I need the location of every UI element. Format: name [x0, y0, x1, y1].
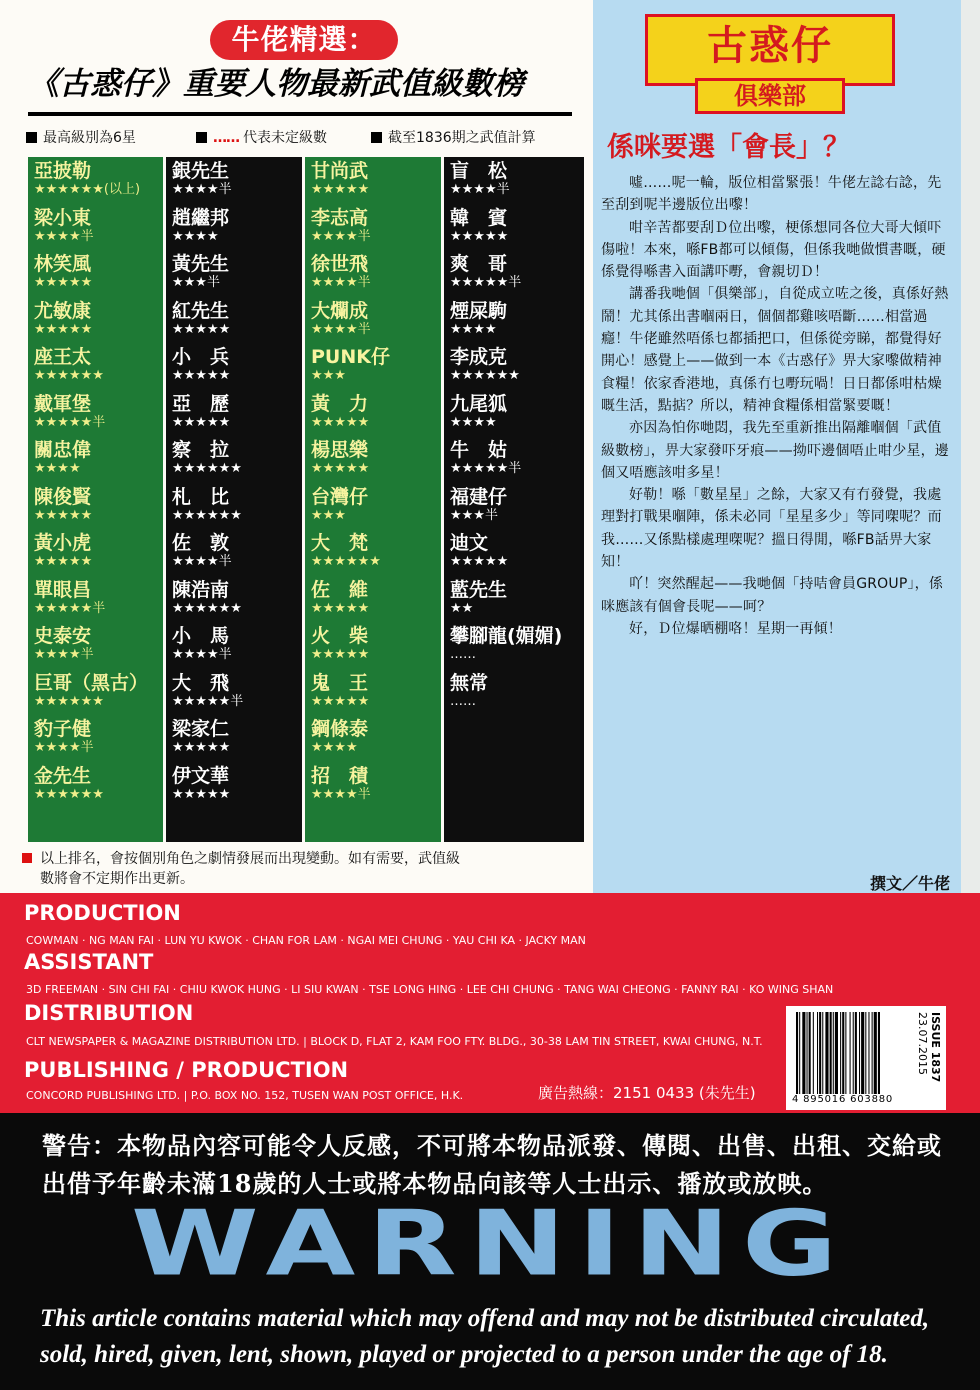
character-name: 佐 維 [311, 578, 369, 601]
warning-section [0, 1113, 980, 1390]
character-name: 伊文華 [172, 764, 230, 787]
ranking-entry [34, 345, 163, 391]
star-rating: ★★★★★ [34, 507, 93, 523]
star-rating: ★★★★ [450, 414, 497, 430]
publishing-heading: PUBLISHING / PRODUCTION [24, 1058, 349, 1082]
ranking-entry [172, 206, 302, 252]
character-name: 大 飛 [172, 671, 230, 694]
character-name: 黃 力 [311, 392, 369, 415]
ranking-entry [34, 624, 163, 670]
barcode-digits: 4 895016 603880 [792, 1094, 894, 1105]
character-name: 尤敏康 [34, 299, 92, 322]
star-rating: ★★★★★ [311, 600, 370, 616]
star-rating: ★★★★★★ [34, 368, 104, 383]
distribution-details: CLT NEWSPAPER & MAGAZINE DISTRIBUTION LTD. | BLOCK D, FLAT 2, KAM FOO FTY. BLDG., 30-38 LAM TIN STREET, KWAI CHUNG, N.T. [26, 1035, 763, 1048]
star-rating: ★★★★★ [450, 554, 509, 569]
ranking-column-1 [28, 157, 163, 842]
character-name: 韓 賓 [450, 206, 508, 229]
article-author: 撰文／牛佬 [869, 874, 950, 893]
legend-item-cutoff: 截至1836期之武值計算 [371, 126, 536, 150]
character-name: 煙屎駒 [450, 299, 508, 322]
character-name: 陳俊賢 [34, 485, 92, 508]
star-rating: ★★★★★ [311, 414, 370, 430]
character-name: 楊思樂 [311, 439, 369, 461]
ranking-column-3 [305, 157, 441, 842]
barcode-box [786, 1006, 946, 1110]
star-rating: ★★★★★半 [450, 461, 522, 476]
article-paragraph: 講番我哋個「俱樂部」，自從成立咗之後，真係好熱鬧！尤其係出書嗰兩日，個個都雞咳唔斷……相當過癮！牛佬雖然唔係乜都插把口，但係從旁睇，都覺得好開心！感覺上——做到一本《古惑仔》畀大家嚟做精神食糧！依家香港地，真係冇乜嘢玩喎！日日都係咁枯燥嘅生活，點掂？所以，精神食糧係相當緊要嘅！ [601, 286, 949, 414]
publishing-details: CONCORD PUBLISHING LTD. | P.O. BOX NO. 152, TUSEN WAN POST OFFICE, H.K. [26, 1089, 464, 1102]
square-bullet-icon [26, 132, 37, 143]
pick-badge: 牛佬精選： [210, 20, 398, 60]
ranking-entry [172, 438, 302, 484]
ranking-entry [311, 717, 441, 763]
star-rating: ★★★★★ [172, 414, 231, 430]
ranking-entry [311, 485, 441, 531]
legend-item-undetermined: …… 代表未定級數 [196, 126, 327, 150]
warning-chinese: 警告：本物品內容可能令人反感，不可將本物品派發、傳閱、出售、出租、交給或出借予年齡未滿18歲的人士或將本物品向該等人士出示、播放或放映。 [42, 1131, 942, 1198]
star-rating: ★★★★★★ [450, 368, 520, 383]
star-rating: ★★★★★ [172, 368, 231, 383]
production-heading: PRODUCTION [24, 901, 181, 925]
character-name: 爽 哥 [450, 253, 508, 275]
ranking-legend [26, 126, 596, 150]
star-rating: ★★★★半 [311, 228, 371, 244]
ranking-entry [172, 485, 302, 531]
character-name: 鋼條泰 [311, 718, 369, 740]
issue-info [914, 1012, 944, 1106]
ranking-entry [450, 345, 584, 391]
star-rating: ★★★半 [172, 275, 220, 290]
ranking-entry [172, 392, 302, 438]
ranking-entry [311, 578, 441, 624]
character-name: 關忠偉 [34, 439, 92, 461]
star-rating: ★★★★★ [311, 647, 370, 662]
star-rating: ★★★ [311, 368, 346, 383]
character-name: 李志高 [311, 206, 369, 229]
character-name: 大爛成 [311, 299, 369, 322]
warning-word: WARNING [130, 1190, 850, 1297]
character-name: 亞 歷 [172, 392, 230, 415]
ranking-title: 《古惑仔》重要人物最新武值級數榜 [28, 66, 524, 102]
character-name: 迪文 [450, 532, 489, 554]
star-rating: ★★★★★★ [172, 600, 242, 616]
character-name: 史泰安 [34, 625, 92, 647]
ranking-entry [311, 252, 441, 298]
star-rating: ★★★★半 [34, 228, 94, 244]
star-rating: ★★★★★★ [172, 507, 242, 523]
ranking-entry [172, 764, 302, 810]
ranking-entry [34, 252, 163, 298]
article-paragraph: 好勒！喺「數星星」之餘，大家又有冇發覺，我處理對打戰果嗰陣，係未必同「星星多少」等同㗎呢？而我……又係點樣處理㗎呢？搵日得閒，喺FB話畀大家知！ [601, 487, 942, 571]
ranking-entry [34, 717, 163, 763]
star-rating: ★★★★★★ [34, 786, 104, 802]
character-name: 藍先生 [450, 578, 508, 601]
ranking-entry [311, 624, 441, 670]
star-rating: ★★★★★ [172, 321, 231, 337]
character-name: 趙繼邦 [172, 206, 230, 229]
ranking-entry [450, 578, 584, 624]
character-name: 豹子健 [34, 718, 92, 740]
character-name: 盲 松 [450, 160, 508, 182]
character-name: 鬼 王 [311, 671, 369, 694]
ranking-entry [450, 671, 584, 717]
character-name: 招 積 [311, 764, 369, 787]
ranking-entry [450, 438, 584, 484]
ranking-entry [450, 531, 584, 577]
character-name: 陳浩南 [172, 578, 230, 601]
character-name: 金先生 [34, 764, 92, 787]
ranking-entry [172, 159, 302, 205]
production-names: COWMAN · NG MAN FAI · LUN YU KWOK · CHAN FOR LAM · NGAI MEI CHUNG · YAU CHI KA · JACKY MAN [26, 934, 586, 947]
star-rating: ★★★★★半 [172, 693, 244, 709]
character-name: 巨哥（黑古） [34, 671, 149, 694]
article-paragraph: 吖！突然醒起——我哋個「持咭會員GROUP」，係咪應該有個會長呢——呵？ [601, 576, 944, 615]
ranking-entry [172, 671, 302, 717]
ranking-entry [311, 206, 441, 252]
ranking-entry [311, 764, 441, 810]
warning-english: This article contains material which may offend and may not be distributed circulated, sold, hired, given, lent, shown, played or projected to a person under the age of 18. [40, 1305, 930, 1368]
star-rating: ★★★★★半 [450, 275, 522, 290]
article-paragraph: 好，Ｄ位爆晒棚咯！星期一再傾！ [629, 620, 842, 637]
ranking-entry [34, 578, 163, 624]
star-rating: ★★★★ [311, 740, 358, 755]
ranking-entry [34, 671, 163, 717]
legend-item-max-level: 最高級別為6星 [26, 126, 136, 150]
character-name: 小 兵 [172, 346, 230, 368]
barcode-icon [794, 1012, 912, 1094]
character-name: 甘尚武 [311, 160, 369, 182]
star-rating: ★★★★ [172, 228, 219, 244]
star-rating: ★★★★半 [311, 321, 371, 337]
star-rating: ★★★★★ [34, 554, 93, 569]
character-name: 黃先生 [172, 253, 230, 275]
star-rating: ★★★★★ [34, 321, 93, 337]
issue-date: 23.07.2015 [916, 1012, 929, 1075]
article-paragraph: 咁辛苦都要刮Ｄ位出嚟，梗係想同各位大哥大傾吓傷啦！本來，喺FB都可以傾傷，但係我哋做慣書嘅，硬係覺得喺書入面講吓嘢，會親切Ｄ！ [601, 219, 946, 281]
character-name: 徐世飛 [311, 253, 369, 275]
star-rating: ★★★★半 [311, 275, 371, 290]
ranking-entry [450, 252, 584, 298]
assistant-heading: ASSISTANT [24, 950, 154, 974]
ranking-entry [311, 671, 441, 717]
character-name: 九尾狐 [450, 392, 508, 415]
assistant-names: 3D FREEMAN · SIN CHI FAI · CHIU KWOK HUNG · LI SIU KWAN · TSE LONG HING · LEE CHI CHUNG · TANG WAI CHEONG · FANNY RAI · KO WING SHAN [26, 983, 834, 996]
star-rating: ★★★★半 [34, 647, 94, 662]
character-name: 福建仔 [450, 485, 508, 508]
character-name: 戴軍堡 [34, 392, 92, 415]
ranking-entry [34, 438, 163, 484]
character-name: 大 梵 [311, 532, 369, 554]
star-rating: ★★★★ [34, 461, 81, 476]
ranking-column-2 [166, 157, 302, 842]
ranking-entry [311, 299, 441, 345]
character-name: 梁家仁 [172, 718, 230, 740]
star-rating: ★★★★半 [172, 647, 232, 662]
ranking-column-4 [444, 157, 584, 842]
ranking-footnote: 以上排名，會按個別角色之劇情發展而出現變動。如有需要，武值級 數將會不定期作出更新。 [22, 849, 592, 889]
star-rating: ★★★★半 [172, 182, 232, 197]
star-rating: ★★★★★★ [311, 554, 381, 569]
character-name: 無常 [450, 671, 489, 694]
square-bullet-icon [196, 132, 207, 143]
article-paragraph: 亦因為怕你哋悶，我先至重新推出隔離嗰個「武值級數榜」，畀大家發吓牙痕——拗吓邊個唔止咁少星，邊個又唔應該咁多星！ [601, 420, 949, 481]
ranking-entry [172, 578, 302, 624]
star-rating: ★★★★★ [311, 693, 370, 709]
ranking-entry [34, 159, 163, 205]
star-rating: ★★★★半 [311, 786, 371, 802]
ranking-entry [34, 531, 163, 577]
ranking-entry [34, 392, 163, 438]
star-rating: ★★★★★★(以上) [34, 182, 141, 197]
character-name: 台灣仔 [311, 485, 369, 508]
club-logo-subtitle: 俱樂部 [695, 78, 845, 114]
ranking-entry [34, 485, 163, 531]
character-name: 李成克 [450, 346, 508, 368]
character-name: 單眼昌 [34, 578, 92, 601]
character-name: 梁小東 [34, 206, 92, 229]
star-rating: ★★★★★ [172, 786, 231, 802]
character-name: 紅先生 [172, 299, 230, 322]
character-name: 座王太 [34, 346, 92, 368]
ranking-entry [34, 206, 163, 252]
ranking-entry [172, 531, 302, 577]
ranking-entry [34, 764, 163, 810]
star-rating: …… [450, 693, 476, 709]
distribution-heading: DISTRIBUTION [24, 1001, 194, 1025]
ranking-entry [172, 299, 302, 345]
article-paragraph: 噓……呢一輪，版位相當緊張！牛佬左諗右諗，先至刮到呢半邊版位出嚟！ [601, 175, 942, 214]
page-edge [961, 0, 980, 900]
star-rating: ★★★★★半 [34, 600, 106, 616]
character-name: 小 馬 [172, 625, 230, 647]
star-rating: …… [450, 647, 476, 662]
ranking-entry [311, 438, 441, 484]
character-name: 察 拉 [172, 439, 230, 461]
star-rating: ★★★★★ [172, 740, 231, 755]
title-underline [28, 112, 572, 116]
star-rating: ★★★半 [450, 507, 498, 523]
club-logo: 古惑仔 [645, 14, 895, 86]
ranking-entry [450, 299, 584, 345]
character-name: 火 柴 [311, 625, 369, 647]
star-rating: ★★★★半 [34, 740, 94, 755]
character-name: 銀先生 [172, 160, 230, 182]
dots-marker: …… [213, 130, 239, 146]
ranking-entry [311, 392, 441, 438]
ranking-entry [450, 206, 584, 252]
issue-number: ISSUE 1837 [929, 1012, 942, 1083]
character-name: 林笑風 [34, 253, 92, 275]
ranking-entry [450, 485, 584, 531]
ranking-entry [450, 159, 584, 205]
character-name: 攀腳龍(媚媚) [450, 625, 563, 647]
character-name: 牛 姑 [450, 439, 508, 461]
ranking-entry [450, 392, 584, 438]
character-name: 亞披勒 [34, 160, 92, 182]
star-rating: ★★★★★ [34, 275, 93, 290]
star-rating: ★★★★★★ [172, 461, 242, 476]
star-rating: ★★★★ [450, 321, 497, 337]
star-rating: ★★★★★★ [34, 693, 104, 709]
ranking-entry [450, 624, 584, 670]
star-rating: ★★★★半 [450, 182, 510, 197]
ranking-entry [34, 299, 163, 345]
character-name: PUNK仔 [311, 346, 390, 368]
star-rating: ★★ [450, 600, 474, 616]
club-heading: 係咪要選「會長」？ [607, 132, 850, 163]
ranking-entry [311, 159, 441, 205]
star-rating: ★★★★半 [172, 554, 232, 569]
ranking-entry [172, 624, 302, 670]
star-rating: ★★★ [311, 507, 346, 523]
ranking-entry [172, 252, 302, 298]
club-article-body [601, 172, 951, 640]
star-rating: ★★★★★ [311, 461, 370, 476]
square-bullet-icon [371, 132, 382, 143]
ad-hotline: 廣告熱線：2151 0433 (朱先生) [538, 1084, 756, 1102]
star-rating: ★★★★★ [450, 228, 509, 244]
ranking-entry [172, 345, 302, 391]
character-name: 札 比 [172, 485, 230, 508]
character-name: 黃小虎 [34, 532, 92, 554]
ranking-entry [172, 717, 302, 763]
star-rating: ★★★★★半 [34, 414, 106, 430]
character-name: 佐 敦 [172, 532, 230, 554]
ranking-entry [311, 531, 441, 577]
red-square-bullet-icon [22, 853, 32, 863]
ranking-entry [311, 345, 441, 391]
star-rating: ★★★★★ [311, 182, 370, 197]
